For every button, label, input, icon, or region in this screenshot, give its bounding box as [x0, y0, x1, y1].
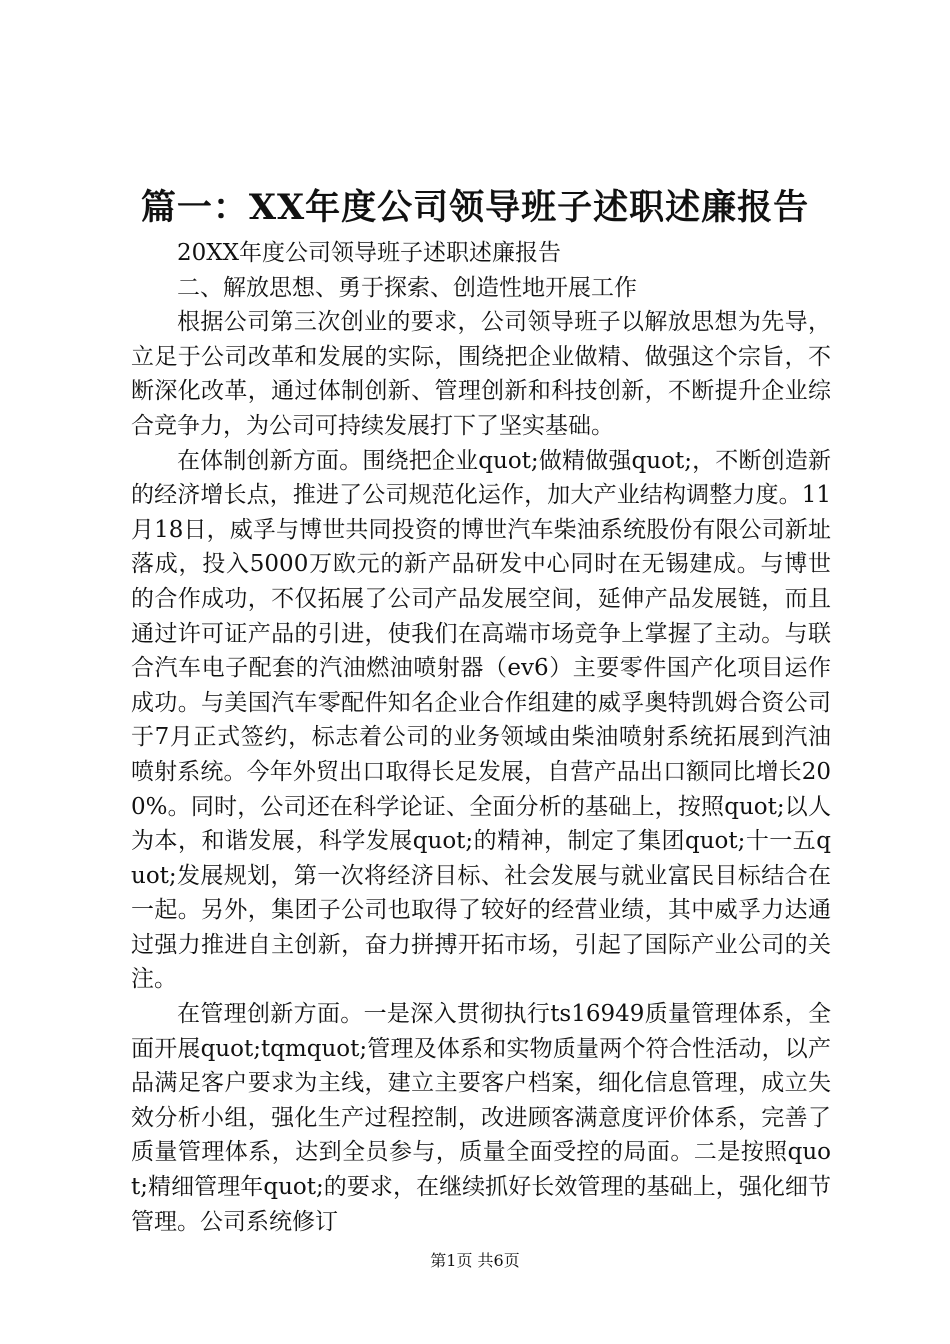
paragraph-report-heading: 20XX年度公司领导班子述职述廉报告: [177, 240, 562, 266]
document-body: [131, 236, 831, 1239]
paragraph-intro: 根据公司第三次创业的要求，公司领导班子以解放思想为先导，立足于公司改革和发展的实际，围绕把企业做精、做强这个宗旨，不断深化改革，通过体制创新、管理创新和科技创新，不断提升企业综合竞争力，为公司可持续发展打下了坚实基础。: [131, 309, 831, 439]
paragraph-section-heading: 二、解放思想、勇于探索、创造性地开展工作: [177, 274, 637, 301]
paragraph-management-innovation: 在管理创新方面。一是深入贯彻执行ts16949质量管理体系，全面开展quot;tqmquot;管理及体系和实物质量两个符合性活动，以产品满足客户要求为主线，建立主要客户档案，细化信息管理，成立失效分析小组，强化生产过程控制，改进顾客满意度评价体系，完善了质量管理体系，达到全员参与，质量全面受控的局面。二是按照quot;精细管理年quot;的要求，在继续抓好长效管理的基础上，强化细节管理。公司系统修订: [131, 1001, 831, 1235]
page-number-footer: 第1页 共6页: [430, 1251, 520, 1270]
document-title: 篇一：XX年度公司领导班子述职述廉报告: [140, 187, 810, 228]
paragraph-system-innovation: 在体制创新方面。围绕把企业quot;做精做强quot;，不断创造新的经济增长点，推进了公司规范化运作，加大产业结构调整力度。11月18日，威孚与博世共同投资的博世汽车柴油系统股份有限公司新址落成，投入5000万欧元的新产品研发中心同时在无锡建成。与博世的合作成功，不仅拓展了公司产品发展空间，延伸产品发展链，而且通过许可证产品的引进，使我们在高端市场竞争上掌握了主动。与联合汽车电子配套的汽油燃油喷射器（ev6）主要零件国产化项目运作成功。与美国汽车零配件知名企业合作组建的威孚奥特凯姆合资公司于7月正式签约，标志着公司的业务领域由柴油喷射系统拓展到汽油喷射系统。今年外贸出口取得长足发展，自营产品出口额同比增长200%。同时，公司还在科学论证、全面分析的基础上，按照quot;以人为本，和谐发展，科学发展quot;的精神，制定了集团quot;十一五quot;发展规划，第一次将经济目标、社会发展与就业富民目标结合在一起。另外，集团子公司也取得了较好的经营业绩，其中威孚力达通过强力推进自主创新，奋力拼搏开拓市场，引起了国际产业公司的关注。: [131, 447, 831, 993]
